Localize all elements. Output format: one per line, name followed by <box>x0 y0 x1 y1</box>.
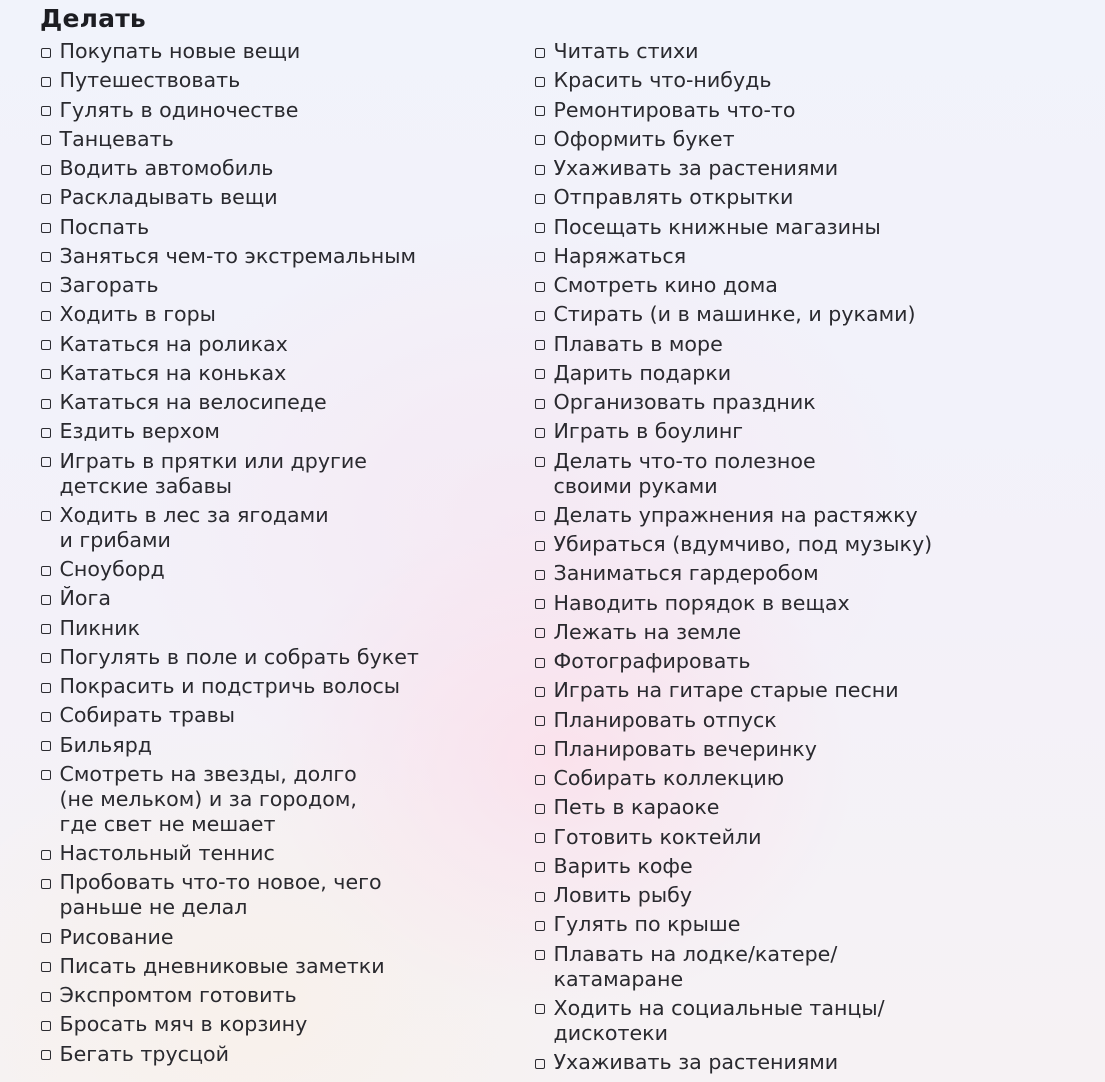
checkbox-icon[interactable] <box>535 833 545 843</box>
checklist-item[interactable] <box>535 766 1100 791</box>
checklist-item[interactable] <box>535 883 1100 908</box>
checklist-item-label: Сноуборд <box>59 557 165 581</box>
checklist-item-label: Водить автомобиль <box>59 156 274 180</box>
checkbox-icon[interactable] <box>535 135 545 145</box>
checkbox-icon[interactable] <box>41 741 51 751</box>
checklist-item-label: Ходить в лес за ягодами и грибами <box>59 502 329 552</box>
checkbox-icon[interactable] <box>535 194 545 204</box>
checklist-item[interactable] <box>41 645 511 670</box>
checklist-item-label: Заниматься гардеробом <box>553 561 819 586</box>
checklist-item-label: Плавать в море <box>553 331 723 356</box>
checklist-item[interactable] <box>41 39 511 64</box>
checklist-item[interactable] <box>41 390 511 415</box>
checkbox-icon[interactable] <box>535 599 545 609</box>
checklist-item[interactable] <box>41 925 511 950</box>
checkbox-icon[interactable] <box>41 595 51 605</box>
checklist-item[interactable] <box>535 419 1100 444</box>
checklist-item[interactable] <box>41 503 511 553</box>
checkbox-icon[interactable] <box>41 879 51 889</box>
checkbox-icon[interactable] <box>535 658 545 668</box>
checklist-item-label: Смотреть кино дома <box>553 273 778 297</box>
checklist-item-label: Кататься на велосипеде <box>59 390 327 414</box>
checklist-item-label: Бегать трусцой <box>59 1041 229 1066</box>
checklist-item[interactable] <box>535 302 1100 327</box>
checklist-item[interactable] <box>535 1050 1100 1075</box>
checkbox-icon[interactable] <box>535 311 545 321</box>
checkbox-icon[interactable] <box>41 712 51 722</box>
checkbox-icon[interactable] <box>41 428 51 438</box>
checkbox-icon[interactable] <box>41 399 51 409</box>
checklist-item[interactable] <box>535 708 1100 733</box>
checkbox-icon[interactable] <box>41 683 51 693</box>
checkbox-icon[interactable] <box>535 511 545 521</box>
checklist-item[interactable] <box>41 586 511 611</box>
checklist-item-label: Покрасить и подстричь волосы <box>59 674 401 698</box>
checklist-item[interactable] <box>41 983 511 1008</box>
checkbox-icon[interactable] <box>535 745 545 755</box>
checklist-column-right <box>535 39 1100 1079</box>
checklist-item[interactable] <box>535 620 1100 645</box>
checklist-item[interactable] <box>41 419 511 444</box>
checklist-item[interactable] <box>535 98 1100 123</box>
checkbox-icon[interactable] <box>41 369 51 379</box>
checkbox-icon[interactable] <box>535 716 545 726</box>
checkbox-icon[interactable] <box>41 311 51 321</box>
checkbox-icon[interactable] <box>535 570 545 580</box>
checkbox-icon[interactable] <box>41 194 51 204</box>
checklist-item-label: Поспать <box>59 214 150 239</box>
checklist-item[interactable] <box>41 1012 511 1037</box>
checkbox-icon[interactable] <box>535 1059 545 1069</box>
checklist-item-label: Петь в караоке <box>553 795 720 820</box>
checklist-item-label: Ухаживать за растениями <box>553 1050 839 1074</box>
checklist-item[interactable] <box>41 332 511 357</box>
checklist-item-label: Пикник <box>59 615 141 640</box>
checklist-item[interactable] <box>535 244 1100 269</box>
checklist-item-label: Фотографировать <box>553 649 751 673</box>
checklist-item[interactable] <box>535 561 1100 586</box>
checkbox-icon[interactable] <box>535 428 545 438</box>
checklist-item[interactable] <box>535 825 1100 850</box>
checklist-item-label: Организовать праздник <box>553 390 816 414</box>
checkbox-icon[interactable] <box>41 992 51 1002</box>
checklist-item[interactable] <box>41 841 511 866</box>
checklist-item-label: Делать упражнения на растяжку <box>553 502 918 527</box>
checklist-item-label: Гулять в одиночестве <box>59 97 299 122</box>
checklist-item-label: Планировать вечеринку <box>553 736 817 761</box>
checklist-item-label: Раскладывать вещи <box>59 185 278 210</box>
checkbox-icon[interactable] <box>41 653 51 663</box>
checklist-item-label: Оформить букет <box>553 126 735 151</box>
checklist-item-label: Кататься на коньках <box>59 360 287 385</box>
checklist-item[interactable] <box>535 912 1100 937</box>
checkbox-icon[interactable] <box>535 48 545 58</box>
checkbox-icon[interactable] <box>535 77 545 87</box>
checkbox-icon[interactable] <box>41 566 51 576</box>
checkbox-icon[interactable] <box>535 252 545 262</box>
checkbox-icon[interactable] <box>535 106 545 116</box>
checklist-item[interactable] <box>535 942 1100 992</box>
checkbox-icon[interactable] <box>535 628 545 638</box>
checklist-item-label: Загорать <box>59 273 159 297</box>
checklist-item[interactable] <box>535 273 1100 298</box>
checkbox-icon[interactable] <box>535 804 545 814</box>
checkbox-icon[interactable] <box>41 135 51 145</box>
checklist-item-label: Писать дневниковые заметки <box>59 953 385 978</box>
checkbox-icon[interactable] <box>535 921 545 931</box>
checklist-item[interactable] <box>535 649 1100 674</box>
checklist-item-label: Бросать мяч в корзину <box>59 1012 308 1037</box>
checkbox-icon[interactable] <box>41 933 51 943</box>
checkbox-icon[interactable] <box>535 950 545 960</box>
checkbox-icon[interactable] <box>41 252 51 262</box>
checkbox-icon[interactable] <box>535 282 545 292</box>
checklist-item-label: Бильярд <box>59 732 153 757</box>
checklist-item[interactable] <box>535 996 1100 1046</box>
checklist-item-label: Пробовать что-то новое, чего раньше не делал <box>59 870 382 920</box>
checklist-item-label: Ловить рыбу <box>553 883 693 907</box>
checklist-item[interactable] <box>41 302 511 327</box>
checklist-item[interactable] <box>41 215 511 240</box>
checklist-item-label: Варить кофе <box>553 853 693 878</box>
checklist-item-label: Читать стихи <box>553 39 699 63</box>
checkbox-icon[interactable] <box>41 165 51 175</box>
checkbox-icon[interactable] <box>535 541 545 551</box>
checklist-item-label: Рисование <box>59 924 174 949</box>
checklist-item[interactable] <box>535 390 1100 415</box>
checklist-item[interactable] <box>41 156 511 181</box>
checkbox-icon[interactable] <box>535 165 545 175</box>
checklist-item[interactable] <box>41 68 511 93</box>
checkbox-icon[interactable] <box>535 223 545 233</box>
checklist-item[interactable] <box>535 156 1100 181</box>
checkbox-icon[interactable] <box>535 340 545 350</box>
checkbox-icon[interactable] <box>535 862 545 872</box>
checkbox-icon[interactable] <box>41 106 51 116</box>
checkbox-icon[interactable] <box>41 1021 51 1031</box>
checklist-item-label: Красить что-нибудь <box>553 68 772 93</box>
checklist-item-label: Смотреть на звезды, долго (не мельком) и за городом, где свет не мешает <box>59 761 357 836</box>
checklist-item[interactable] <box>535 127 1100 152</box>
checklist-item[interactable] <box>41 762 511 837</box>
checklist-item-label: Наряжаться <box>553 243 687 268</box>
checklist-item-label: Экспромтом готовить <box>59 983 297 1007</box>
checklist-item[interactable] <box>41 98 511 123</box>
checklist-item-label: Ухаживать за растениями <box>553 156 839 180</box>
checklist-item-label: Отправлять открытки <box>553 185 794 210</box>
checklist-item[interactable] <box>535 449 1100 499</box>
checklist-item-label: Путешествовать <box>59 68 241 93</box>
checklist-item[interactable] <box>535 678 1100 703</box>
checklist-item-label: Играть в боулинг <box>553 419 744 444</box>
page-title: Делать <box>40 4 146 33</box>
checklist-item[interactable] <box>41 954 511 979</box>
checklist-item[interactable] <box>535 795 1100 820</box>
checkbox-icon[interactable] <box>41 340 51 350</box>
checklist-item-label: Йога <box>59 586 111 611</box>
checkbox-icon[interactable] <box>535 687 545 697</box>
checklist-item[interactable] <box>535 215 1100 240</box>
checklist-item-label: Ремонтировать что-то <box>553 97 796 122</box>
checklist-item[interactable] <box>535 854 1100 879</box>
checkbox-icon[interactable] <box>41 223 51 233</box>
checklist-item[interactable] <box>41 733 511 758</box>
checklist-item[interactable] <box>41 616 511 641</box>
checklist-item[interactable] <box>535 361 1100 386</box>
checklist-item[interactable] <box>41 127 511 152</box>
checklist-item[interactable] <box>41 1042 511 1067</box>
checklist-item-label: Ездить верхом <box>59 419 220 444</box>
checklist-item-label: Наводить порядок в вещах <box>553 590 850 615</box>
checklist-item-label: Погулять в поле и собрать букет <box>59 644 419 669</box>
checklist-item-label: Лежать на земле <box>553 619 742 644</box>
checkbox-icon[interactable] <box>41 962 51 972</box>
checklist-item-label: Настольный теннис <box>59 841 275 865</box>
checklist-item[interactable] <box>41 674 511 699</box>
checklist-item[interactable] <box>41 703 511 728</box>
checklist-item[interactable] <box>535 185 1100 210</box>
checklist-item-label: Собирать коллекцию <box>553 766 785 790</box>
checklist-item[interactable] <box>535 532 1100 557</box>
checklist-item-label: Кататься на роликах <box>59 331 288 356</box>
checklist-item-label: Играть в прятки или другие детские забавы <box>59 448 367 498</box>
checklist-item-label: Плавать на лодке/катере/ катамаране <box>553 941 838 991</box>
checklist-item-label: Посещать книжные магазины <box>553 214 881 239</box>
checkbox-icon[interactable] <box>41 457 51 467</box>
checklist-item[interactable] <box>41 870 511 920</box>
checklist-item[interactable] <box>41 361 511 386</box>
checklist-item-label: Делать что-то полезное своими руками <box>553 448 816 498</box>
checkbox-icon[interactable] <box>41 850 51 860</box>
checklist-item[interactable] <box>41 244 511 269</box>
checklist-item[interactable] <box>41 449 511 499</box>
checklist-item[interactable] <box>41 273 511 298</box>
checklist-item[interactable] <box>535 591 1100 616</box>
checklist-item[interactable] <box>41 185 511 210</box>
checkbox-icon[interactable] <box>41 770 51 780</box>
checkbox-icon[interactable] <box>41 77 51 87</box>
checklist-item[interactable] <box>535 737 1100 762</box>
checklist-item-label: Играть на гитаре старые песни <box>553 678 899 703</box>
checklist-item-label: Покупать новые вещи <box>59 39 301 63</box>
checklist-item[interactable] <box>535 39 1100 64</box>
checkbox-icon[interactable] <box>535 399 545 409</box>
checklist-item[interactable] <box>41 557 511 582</box>
checkbox-icon[interactable] <box>41 48 51 58</box>
checkbox-icon[interactable] <box>41 624 51 634</box>
checkbox-icon[interactable] <box>535 1004 545 1014</box>
checklist-item-label: Планировать отпуск <box>553 707 777 732</box>
checklist-item-label: Стирать (и в машинке, и руками) <box>553 302 916 327</box>
checkbox-icon[interactable] <box>535 892 545 902</box>
checklist-item-label: Заняться чем-то экстремальным <box>59 243 417 268</box>
checklist-item-label: Убираться (вдумчиво, под музыку) <box>553 532 933 556</box>
checklist-item-label: Танцевать <box>59 126 174 151</box>
checkbox-icon[interactable] <box>41 282 51 292</box>
checkbox-icon[interactable] <box>41 511 51 521</box>
checklist-item-label: Готовить коктейли <box>553 824 762 849</box>
checklist-item[interactable] <box>535 332 1100 357</box>
checklist-item[interactable] <box>535 68 1100 93</box>
checklist-item-label: Ходить в горы <box>59 302 216 327</box>
checklist-item-label: Дарить подарки <box>553 360 732 385</box>
checklist-item-label: Гулять по крыше <box>553 912 741 937</box>
checklist-item-label: Собирать травы <box>59 703 236 728</box>
checkbox-icon[interactable] <box>535 457 545 467</box>
checklist-column-left <box>41 39 511 1071</box>
checkbox-icon[interactable] <box>535 369 545 379</box>
checklist-item[interactable] <box>535 503 1100 528</box>
checkbox-icon[interactable] <box>41 1050 51 1060</box>
checkbox-icon[interactable] <box>535 775 545 785</box>
checklist-item-label: Ходить на социальные танцы/ дискотеки <box>553 995 885 1045</box>
